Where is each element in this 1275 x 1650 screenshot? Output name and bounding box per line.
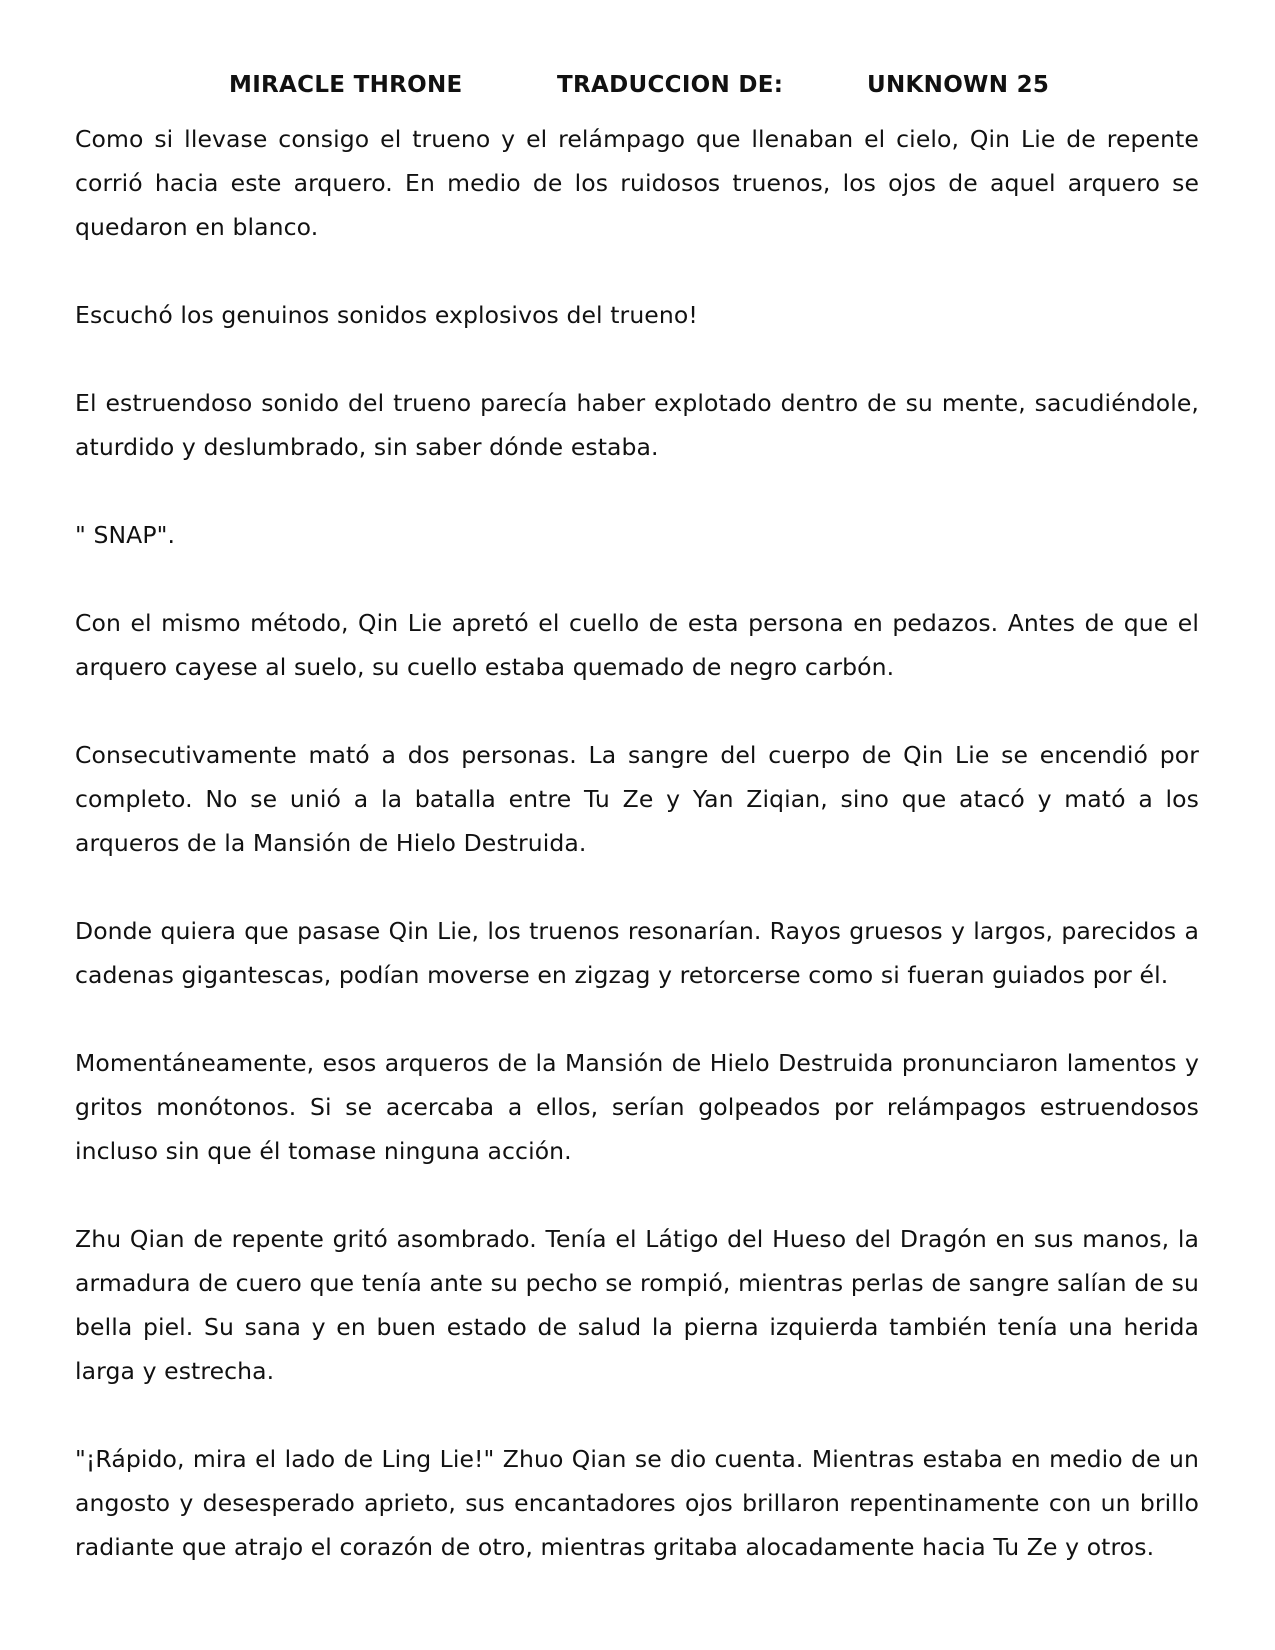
paragraph-3: El estruendoso sonido del trueno parecía haber explotado dentro de su mente, sacudiéndole, aturdido y deslumbrado, sin saber dónde estaba. — [75, 389, 1199, 461]
paragraph-10: "¡Rápido, mira el lado de Ling Lie!" Zhuo Qian se dio cuenta. Mientras estaba en medio de un angosto y desesperado aprieto, sus encantadores ojos brillaron repentinamente con un brillo radiante que atrajo el corazón de otro, mientras gritaba alocadamente hacia Tu Ze y otros. — [75, 1445, 1199, 1561]
paragraph-6: Consecutivamente mató a dos personas. La sangre del cuerpo de Qin Lie se encendió por completo. No se unió a la batalla entre Tu Ze y Yan Ziqian, sino que atacó y mató a los arqueros de la Mansión de Hielo Destruida. — [75, 741, 1199, 857]
paragraph-7: Donde quiera que pasase Qin Lie, los truenos resonarían. Rayos gruesos y largos, parecidos a cadenas gigantescas, podían moverse en zigzag y retorcerse como si fueran guiados por él. — [75, 917, 1199, 989]
paragraph-4: " SNAP". — [75, 521, 176, 549]
translator-name: UNKNOWN 25 — [867, 72, 1050, 98]
novel-title: MIRACLE THRONE — [229, 72, 463, 98]
paragraph-2: Escuchó los genuinos sonidos explosivos del trueno! — [75, 301, 698, 329]
paragraph-9: Zhu Qian de repente gritó asombrado. Tenía el Látigo del Hueso del Dragón en sus manos, la armadura de cuero que tenía ante su pecho se rompió, mientras perlas de sangre salían de su bella piel. Su sana y en buen estado de salud la pierna izquierda también tenía una herida larga y estrecha. — [75, 1225, 1199, 1385]
page-header — [0, 72, 1275, 104]
paragraph-5: Con el mismo método, Qin Lie apretó el cuello de esta persona en pedazos. Antes de que el arquero cayese al suelo, su cuello estaba quemado de negro carbón. — [75, 609, 1199, 681]
document-body — [75, 117, 1199, 1569]
paragraph-8: Momentáneamente, esos arqueros de la Mansión de Hielo Destruida pronunciaron lamentos y gritos monótonos. Si se acercaba a ellos, serían golpeados por relámpagos estruendosos incluso sin que él tomase ninguna acción. — [75, 1049, 1199, 1165]
translation-label: TRADUCCION DE: — [557, 72, 784, 98]
paragraph-1: Como si llevase consigo el trueno y el relámpago que llenaban el cielo, Qin Lie de repente corrió hacia este arquero. En medio de los ruidosos truenos, los ojos de aquel arquero se quedaron en blanco. — [75, 125, 1199, 241]
